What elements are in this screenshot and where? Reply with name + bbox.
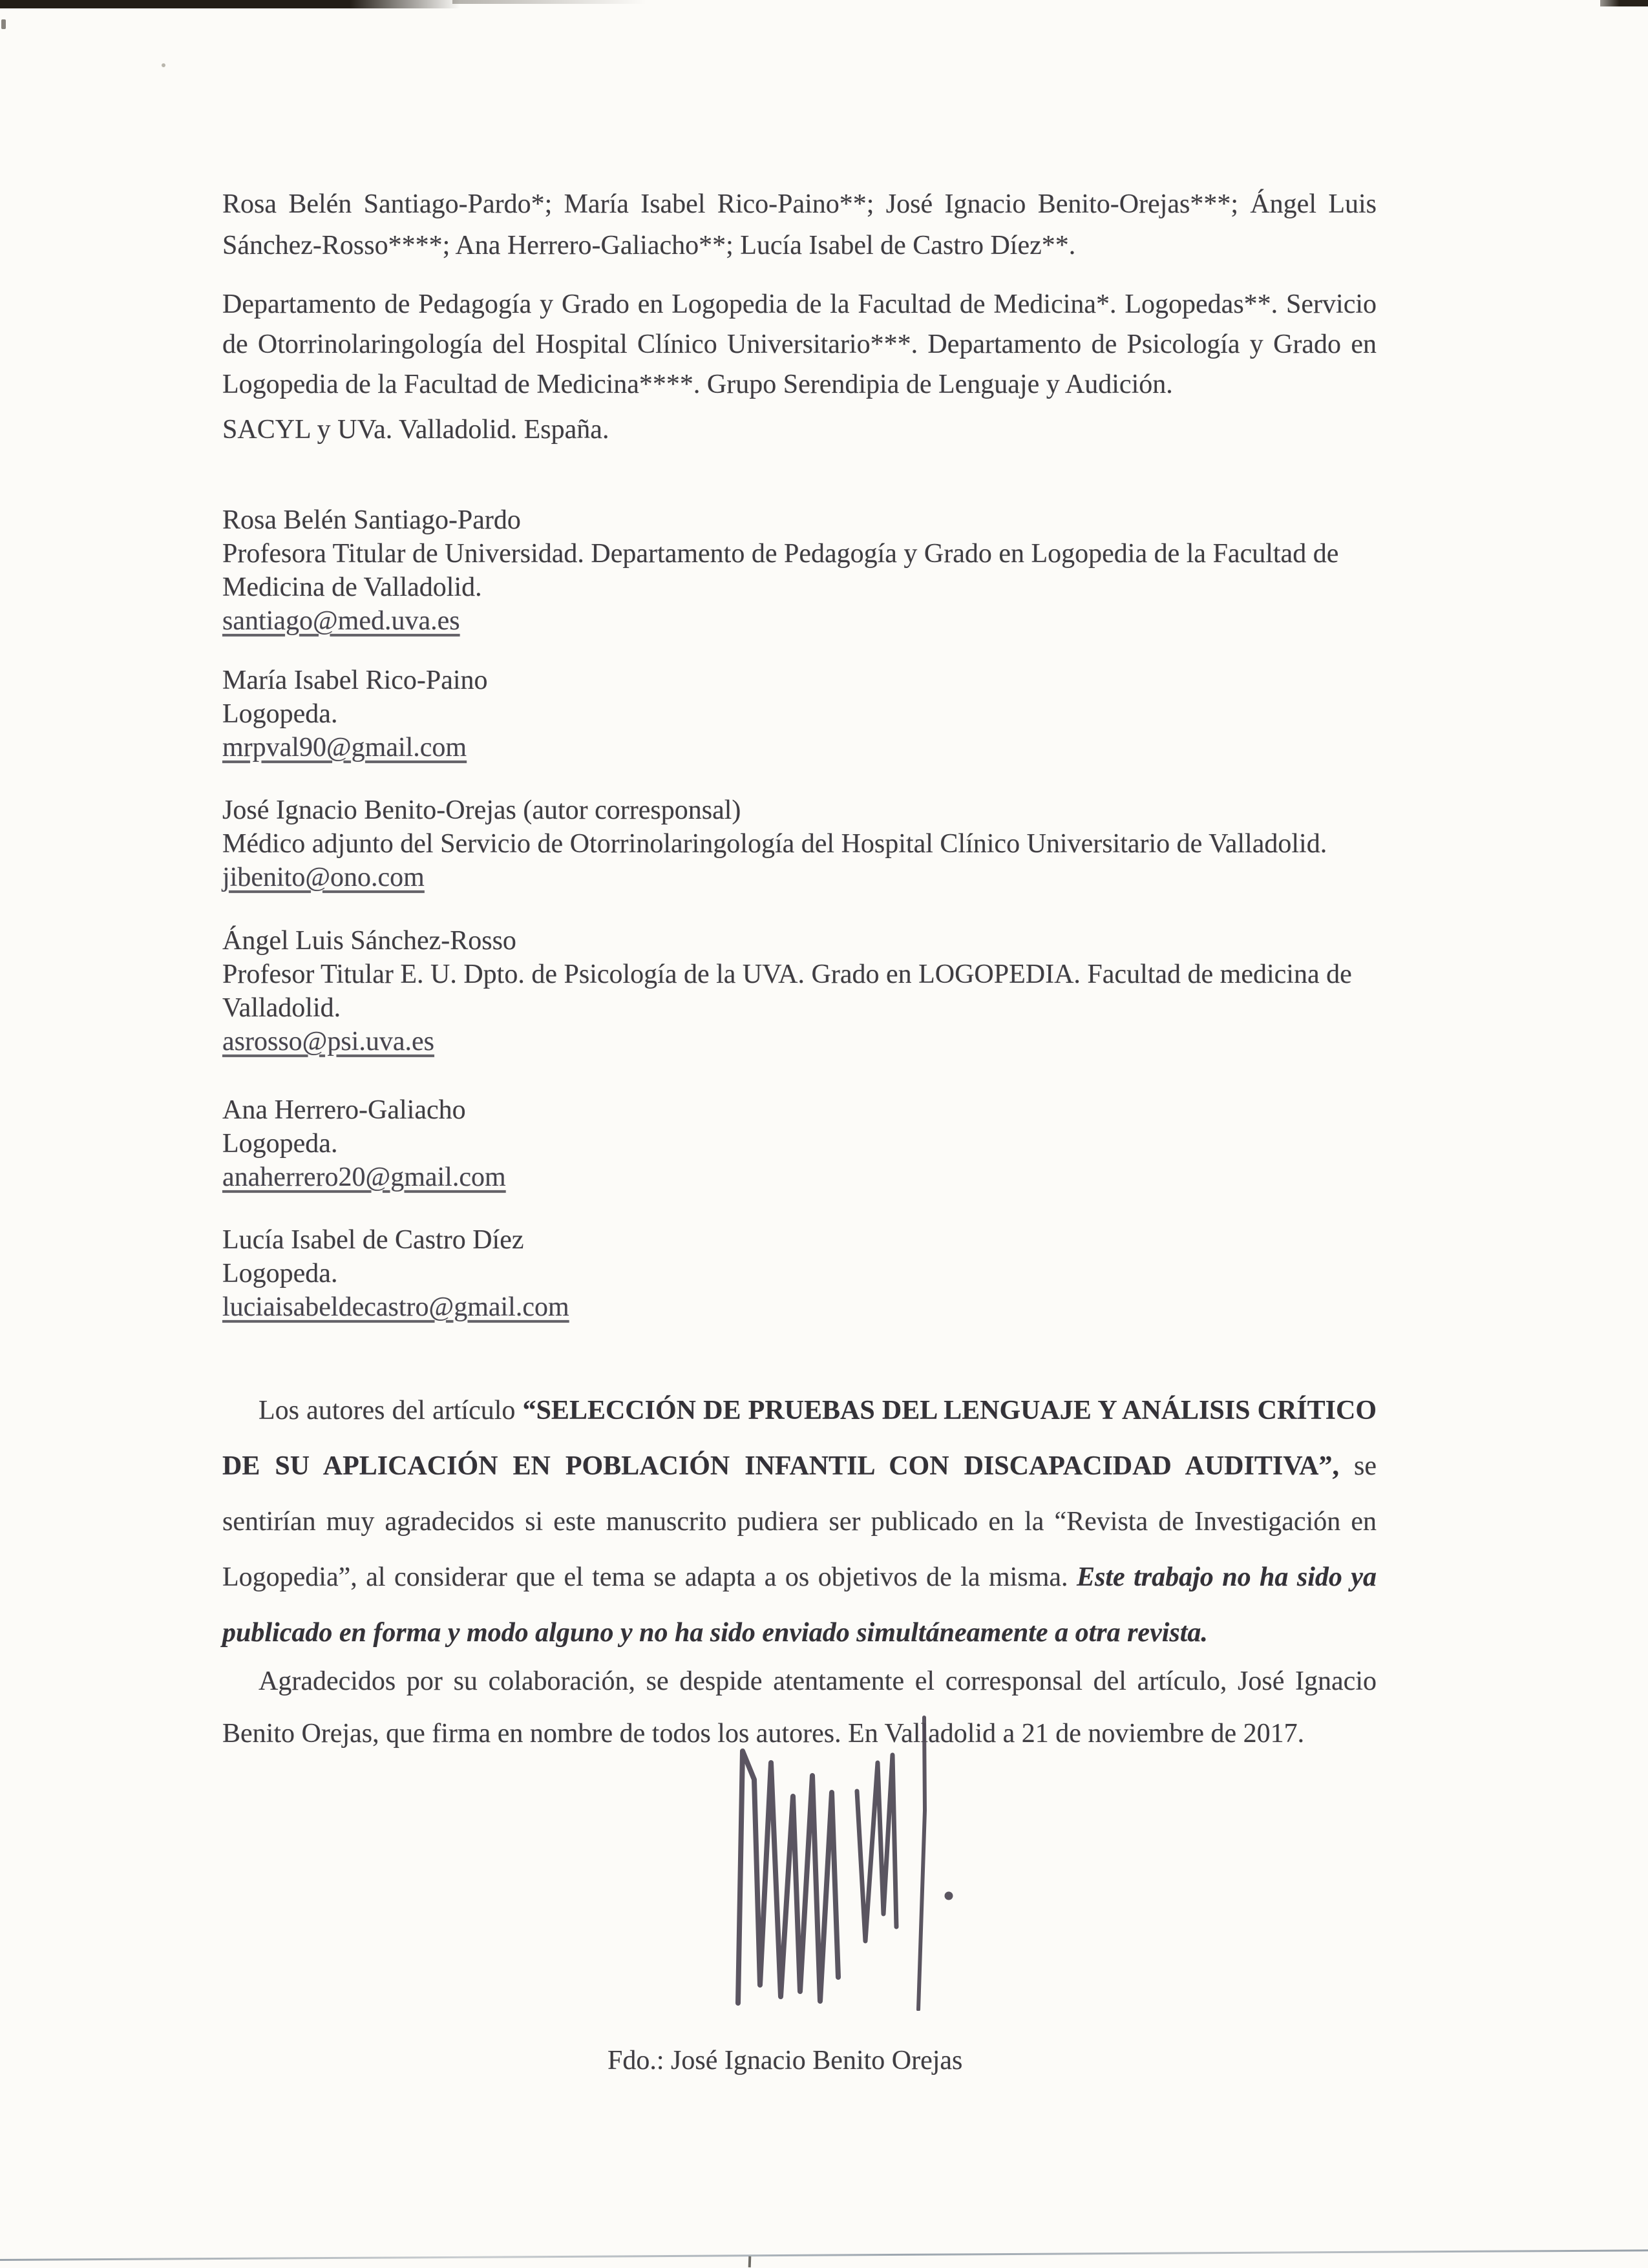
- email-link-jose[interactable]: jibenito@ono.com: [222, 863, 425, 892]
- p1-intro: Los autores del artículo: [259, 1396, 523, 1425]
- body-paragraph-2: Agradecidos por su colaboración, se despide atentamente el corresponsal del artículo, José Ignacio Benito Orejas, que firma en nombre de todos los autores. En Valladolid a 21 de noviembre de 2017.: [222, 1666, 1377, 1748]
- scan-artifact-top-right-strip: [1600, 0, 1648, 6]
- contact-block-jose: [222, 793, 1377, 894]
- scan-speck-top-left: [162, 63, 165, 67]
- email-link-maria[interactable]: mrpval90@gmail.com: [222, 733, 467, 762]
- p1-emphasis: Este trabajo no ha sido ya publicado en forma y modo alguno y no ha sido enviado simultáneamente a otra revista.: [222, 1562, 1377, 1648]
- contact-name: Ana Herrero-Galiacho: [222, 1095, 466, 1125]
- signature-scribble: [730, 1714, 960, 2011]
- contact-role: Logopeda.: [222, 1129, 338, 1159]
- contact-block-maria: [222, 664, 1377, 764]
- scan-artifact-top-strip-fade: [452, 0, 646, 4]
- contact-name: María Isabel Rico-Paino: [222, 666, 488, 695]
- contact-block-ana: [222, 1093, 1377, 1194]
- scan-artifact-bottom-line: [0, 2249, 1648, 2261]
- article-title: “SELECCIÓN DE PRUEBAS DEL LENGUAJE Y ANÁLISIS CRÍTICO DE SU APLICACIÓN EN POBLACIÓN INFANTIL CON DISCAPACIDAD AUDITIVA”,: [222, 1396, 1377, 1481]
- scan-artifact-bottom-tick: [748, 2256, 752, 2267]
- body-paragraph-1: [222, 1383, 1377, 1661]
- contact-name: Rosa Belén Santiago-Pardo: [222, 505, 521, 535]
- signature-name-line: Fdo.: José Ignacio Benito Orejas: [607, 2046, 963, 2075]
- contact-block-angel: [222, 924, 1377, 1058]
- contact-role: Profesor Titular E. U. Dpto. de Psicología de la UVA. Grado en LOGOPEDIA. Facultad de medicina de Valladolid.: [222, 960, 1352, 1023]
- contact-role: Logopeda.: [222, 1259, 338, 1288]
- authors-line: Rosa Belén Santiago-Pardo*; María Isabel Rico-Paino**; José Ignacio Benito-Orejas***; Ángel Luis Sánchez-Rosso****; Ana Herrero-Galiacho**; Lucía Isabel de Castro Díez**.: [222, 189, 1377, 260]
- email-link-rosa[interactable]: santiago@med.uva.es: [222, 606, 460, 636]
- p1-middle: se sentirían muy agradecidos si este manuscrito pudiera ser publicado en la “Revista de Investigación en Logopedia”, al considerar que el tema se adapta a os objetivos de la misma.: [222, 1451, 1377, 1592]
- contact-name: Lucía Isabel de Castro Díez: [222, 1225, 524, 1255]
- contact-role: Logopeda.: [222, 699, 338, 729]
- contact-block-lucia: [222, 1223, 1377, 1324]
- contact-block-rosa: [222, 503, 1377, 638]
- email-link-ana[interactable]: anaherrero20@gmail.com: [222, 1162, 506, 1192]
- institution-location-line: SACYL y UVa. Valladolid. España.: [222, 415, 609, 445]
- contact-role: Médico adjunto del Servicio de Otorrinolaringología del Hospital Clínico Universitario de Valladolid.: [222, 829, 1327, 859]
- contact-role: Profesora Titular de Universidad. Departamento de Pedagogía y Grado en Logopedia de la Facultad de Medicina de Valladolid.: [222, 539, 1339, 602]
- scan-artifact-top-left-strip: [0, 0, 460, 8]
- contact-name: José Ignacio Benito-Orejas (autor corresponsal): [222, 795, 741, 825]
- contact-name: Ángel Luis Sánchez-Rosso: [222, 926, 516, 956]
- affiliations-line: Departamento de Pedagogía y Grado en Logopedia de la Facultad de Medicina*. Logopedas**. Servicio de Otorrinolaringología del Hospital Clínico Universitario***. Departamento de Psicología y Grado en Logopedia de la Facultad de Medicina****. Grupo Serendipia de Lenguaje y Audición.: [222, 289, 1377, 399]
- scan-speck-left-edge: [1, 19, 6, 29]
- email-link-lucia[interactable]: luciaisabeldecastro@gmail.com: [222, 1292, 569, 1322]
- email-link-angel[interactable]: asrosso@psi.uva.es: [222, 1027, 434, 1056]
